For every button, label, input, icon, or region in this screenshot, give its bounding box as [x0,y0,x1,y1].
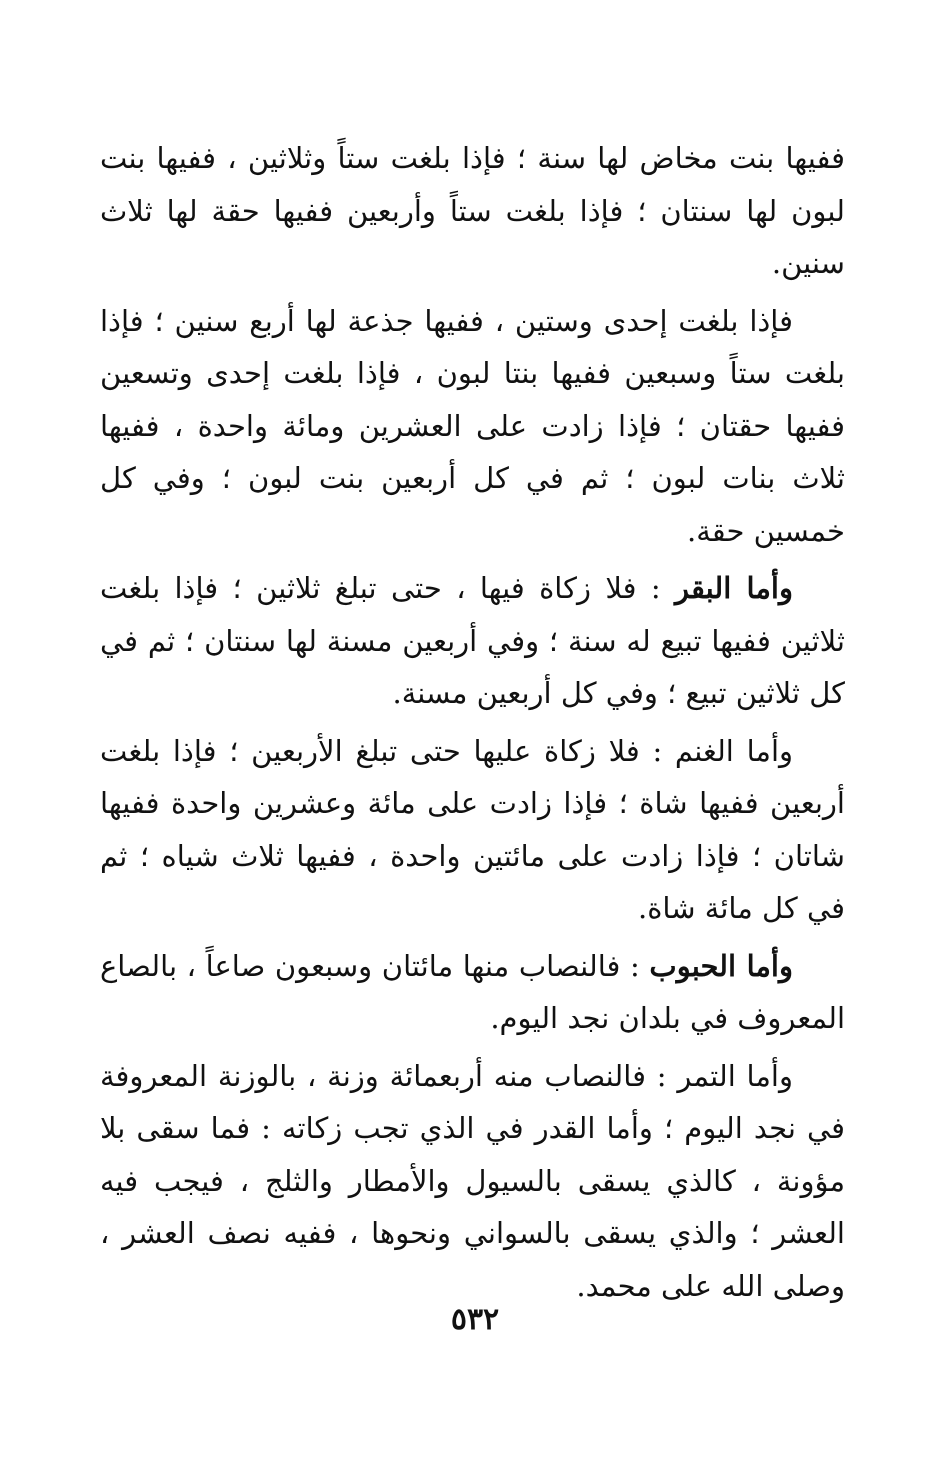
paragraph-1 [100,132,845,290]
paragraph-3-text: : فلا زكاة فيها ، حتى تبلغ ثلاثين ؛ فإذا بلغت ثلاثين ففيها تبيع له سنة ؛ وفي أربعين مسنة لها سنتان ؛ ثم في كل ثلاثين تبيع ؛ وفي كل أربعين مسنة. [100,571,845,710]
paragraph-5-text: : فالنصاب منها مائتان وسبعون صاعاً ، بالصاع المعروف في بلدان نجد اليوم. [100,948,845,1035]
paragraph-4-text: وأما الغنم : فلا زكاة عليها حتى تبلغ الأربعين ؛ فإذا بلغت أربعين ففيها شاة ؛ فإذا زادت على مائة وعشرين واحدة ففيها شاتان ؛ فإذا زادت على مائتين واحدة ، ففيها ثلاث شياه ؛ ثم في كل مائة شاة. [100,733,845,925]
paragraph-2 [100,295,845,558]
paragraph-3-lead: وأما البقر [675,571,793,605]
paragraph-4 [100,725,845,935]
paragraph-1-text: ففيها بنت مخاض لها سنة ؛ فإذا بلغت ستاً وثلاثين ، ففيها بنت لبون لها سنتان ؛ فإذا بلغت ستاً وأربعين ففيها حقة لها ثلاث سنين. [100,141,845,280]
body-text [100,132,845,1317]
paragraph-5 [100,940,845,1045]
paragraph-5-lead: وأما الحبوب [649,948,793,983]
paragraph-2-text: فإذا بلغت إحدى وستين ، ففيها جذعة لها أربع سنين ؛ فإذا بلغت ستاً وسبعين ففيها بنتا لبون ، فإذا بلغت إحدى وتسعين ففيها حقتان ؛ فإذا زادت على العشرين ومائة واحدة ، ففيها ثلاث بنات لبون ؛ ثم في كل أربعين بنت لبون ؛ وفي كل خمسين حقة. [100,303,845,548]
page-number: ٥٣٢ [450,1302,500,1337]
paragraph-6 [100,1050,845,1313]
paragraph-6-text: وأما التمر : فالنصاب منه أربعمائة وزنة ، بالوزنة المعروفة في نجد اليوم ؛ وأما القدر في الذي تجب زكاته : فما سقى بلا مؤونة ، كالذي يسقى بالسيول والأمطار والثلج ، فيجب فيه العشر ؛ والذي يسقى بالسواني ونحوها ، ففيه نصف العشر ، وصلى الله على محمد. [100,1058,845,1303]
paragraph-3 [100,562,845,720]
